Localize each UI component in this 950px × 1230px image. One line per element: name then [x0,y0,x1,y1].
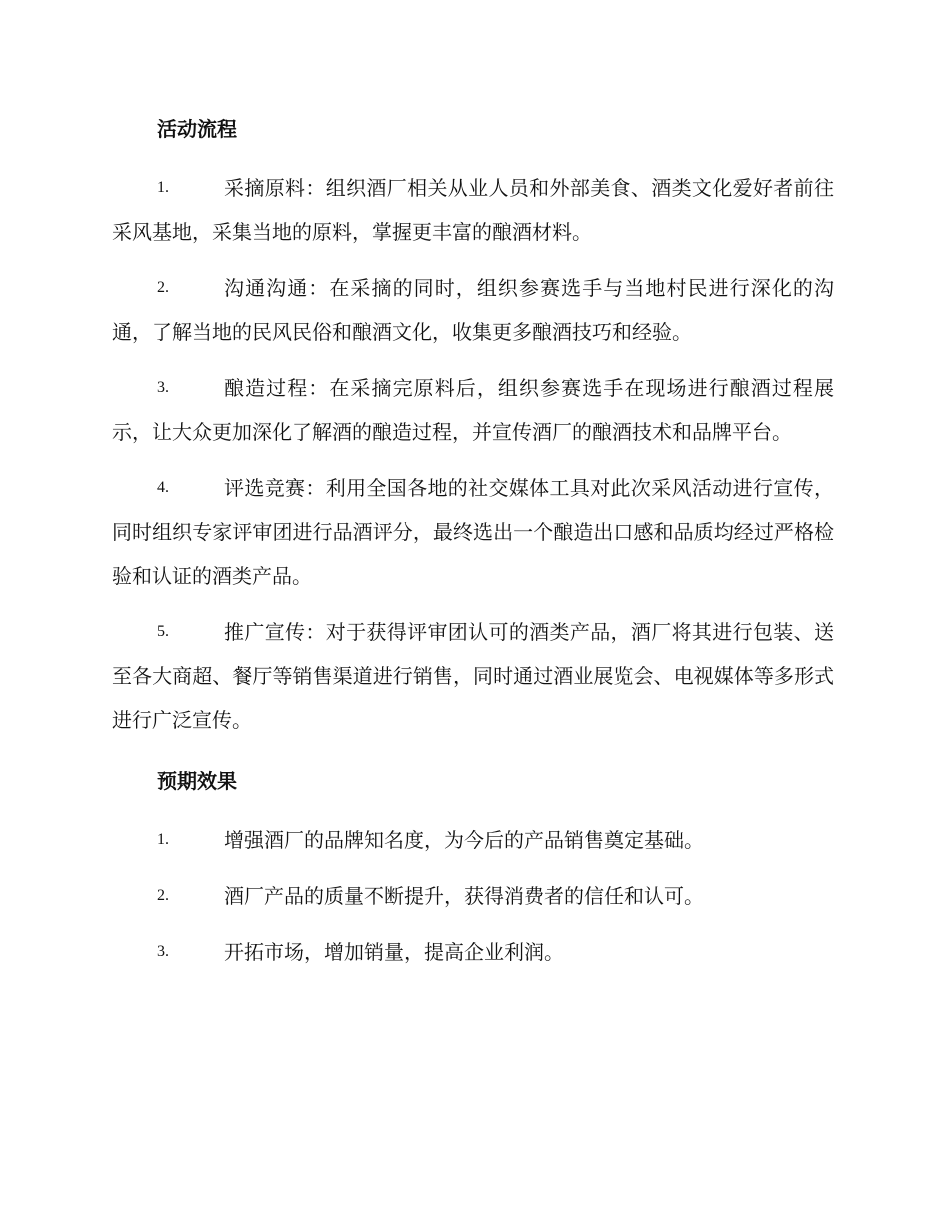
list-item-number: 1. [157,179,169,196]
document-page [112,112,834,986]
list-item-number: 4. [157,479,169,496]
list-item-text: 评选竞赛：利用全国各地的社交媒体工具对此次采风活动进行宣传，同时组织专家评审团进行品酒评分，最终选出一个酿造出口感和品质均经过严格检验和认证的酒类产品。 [112,476,834,588]
list-item-number: 3. [157,379,169,396]
list-item [112,266,834,354]
list-item-text: 增强酒厂的品牌知名度，为今后的产品销售奠定基础。 [224,828,704,852]
list-item [112,610,834,742]
list-item-text: 酿造过程：在采摘完原料后，组织参赛选手在现场进行酿酒过程展示，让大众更加深化了解酒的酿造过程，并宣传酒厂的酿酒技术和品牌平台。 [112,376,834,444]
list-item-text: 开拓市场，增加销量，提高企业利润。 [224,940,564,964]
list-item [112,818,834,862]
list-item-text: 推广宣传：对于获得评审团认可的酒类产品，酒厂将其进行包装、送至各大商超、餐厅等销售渠道进行销售，同时通过酒业展览会、电视媒体等多形式进行广泛宣传。 [112,620,834,732]
section-heading-activity-flow: 活动流程 [157,117,237,141]
list-item-number: 1. [157,831,169,848]
list-item-number: 3. [157,943,169,960]
list-item-text: 沟通沟通：在采摘的同时，组织参赛选手与当地村民进行深化的沟通，了解当地的民风民俗和酿酒文化，收集更多酿酒技巧和经验。 [112,276,834,344]
list-item [112,466,834,598]
list-item-text: 酒厂产品的质量不断提升，获得消费者的信任和认可。 [224,884,704,908]
list-item-number: 2. [157,887,169,904]
list-item-text: 采摘原料：组织酒厂相关从业人员和外部美食、酒类文化爱好者前往采风基地，采集当地的原料，掌握更丰富的酿酒材料。 [112,176,834,244]
list-item-number: 5. [157,623,169,640]
list-item-number: 2. [157,279,169,296]
activity-flow-list [112,166,834,742]
list-item [112,166,834,254]
list-item [112,366,834,454]
list-item [112,874,834,918]
list-item [112,930,834,974]
expected-results-list [112,818,834,974]
section-heading-expected-results: 预期效果 [157,769,237,793]
